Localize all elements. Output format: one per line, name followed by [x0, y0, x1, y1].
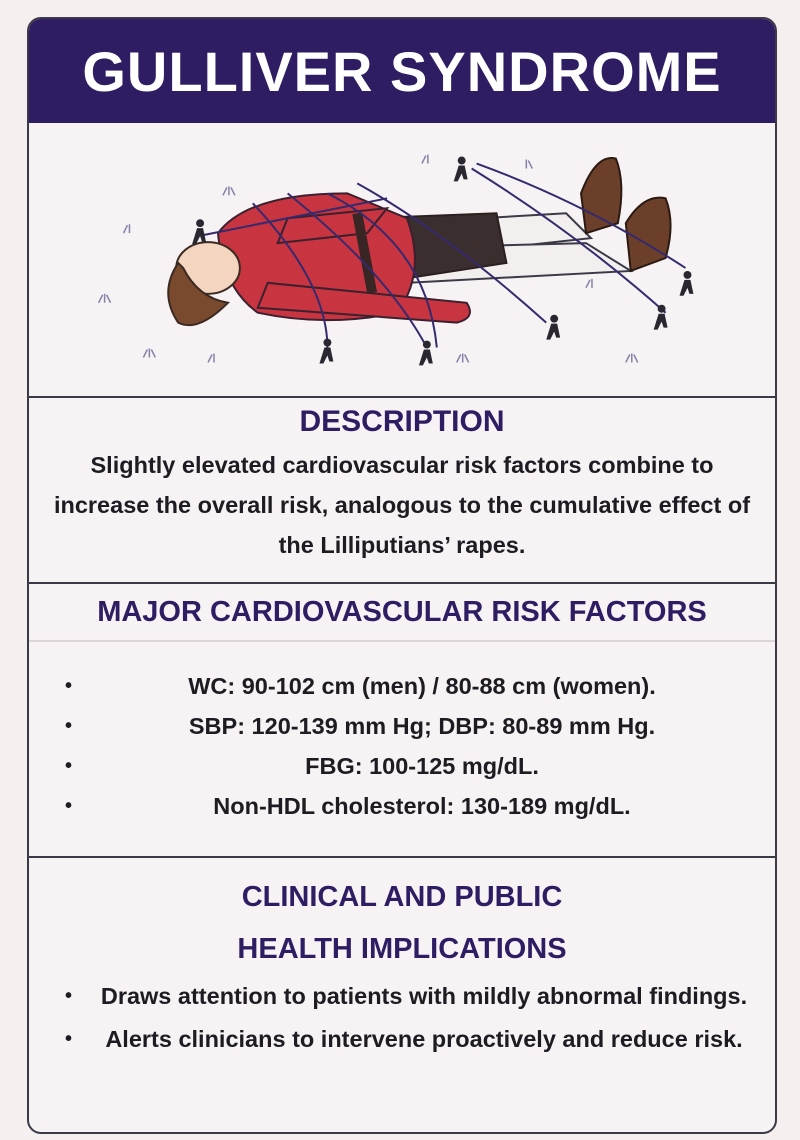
list-item — [29, 1018, 775, 1061]
list-item — [29, 975, 775, 1018]
implications-title — [29, 858, 775, 975]
description-section — [29, 396, 775, 584]
risk-factor-text: FBG: 100-125 mg/dL. — [305, 753, 539, 779]
risk-factors-section — [29, 584, 775, 858]
title-banner — [29, 19, 775, 123]
implication-text: Draws attention to patients with mildly abnormal findings. — [100, 983, 748, 1009]
risk-factor-text: WC: 90-102 cm (men) / 80-88 cm (women). — [188, 673, 656, 699]
risk-factors-divider — [29, 640, 775, 642]
risk-factor-text: SBP: 120-139 mm Hg; DBP: 80-89 mm Hg. — [188, 713, 656, 739]
list-item — [29, 746, 775, 786]
gulliver-bound-image — [29, 123, 775, 396]
bullet-icon: • — [65, 985, 73, 1007]
bullet-icon: • — [65, 795, 73, 817]
bullet-icon: • — [65, 715, 73, 737]
page-title: GULLIVER SYNDROME — [82, 39, 722, 103]
implications-title-line1: CLINICAL AND PUBLIC — [241, 881, 563, 913]
list-item — [29, 666, 775, 706]
description-title: DESCRIPTION — [299, 405, 505, 438]
risk-factors-title: MAJOR CARDIOVASCULAR RISK FACTORS — [97, 596, 707, 628]
implications-list — [29, 975, 775, 1061]
risk-factor-text: Non-HDL cholesterol: 130-189 mg/dL. — [213, 793, 631, 819]
list-item — [29, 706, 775, 746]
implications-title-line2: HEALTH IMPLICATIONS — [237, 933, 567, 965]
bullet-icon: • — [65, 675, 73, 697]
implication-text: Alerts clinicians to intervene proactively and reduce risk. — [105, 1026, 743, 1052]
bullet-icon: • — [65, 755, 73, 777]
bullet-icon: • — [65, 1028, 73, 1050]
risk-factors-list — [29, 666, 775, 826]
infographic-card — [27, 17, 777, 1134]
gulliver-illustration — [29, 123, 775, 398]
implications-section — [29, 858, 775, 1134]
description-text: Slightly elevated cardiovascular risk factors combine to increase the overall risk, analogous to the cumulative effect of the Lilliputians’ rapes. — [53, 452, 751, 558]
list-item — [29, 786, 775, 826]
